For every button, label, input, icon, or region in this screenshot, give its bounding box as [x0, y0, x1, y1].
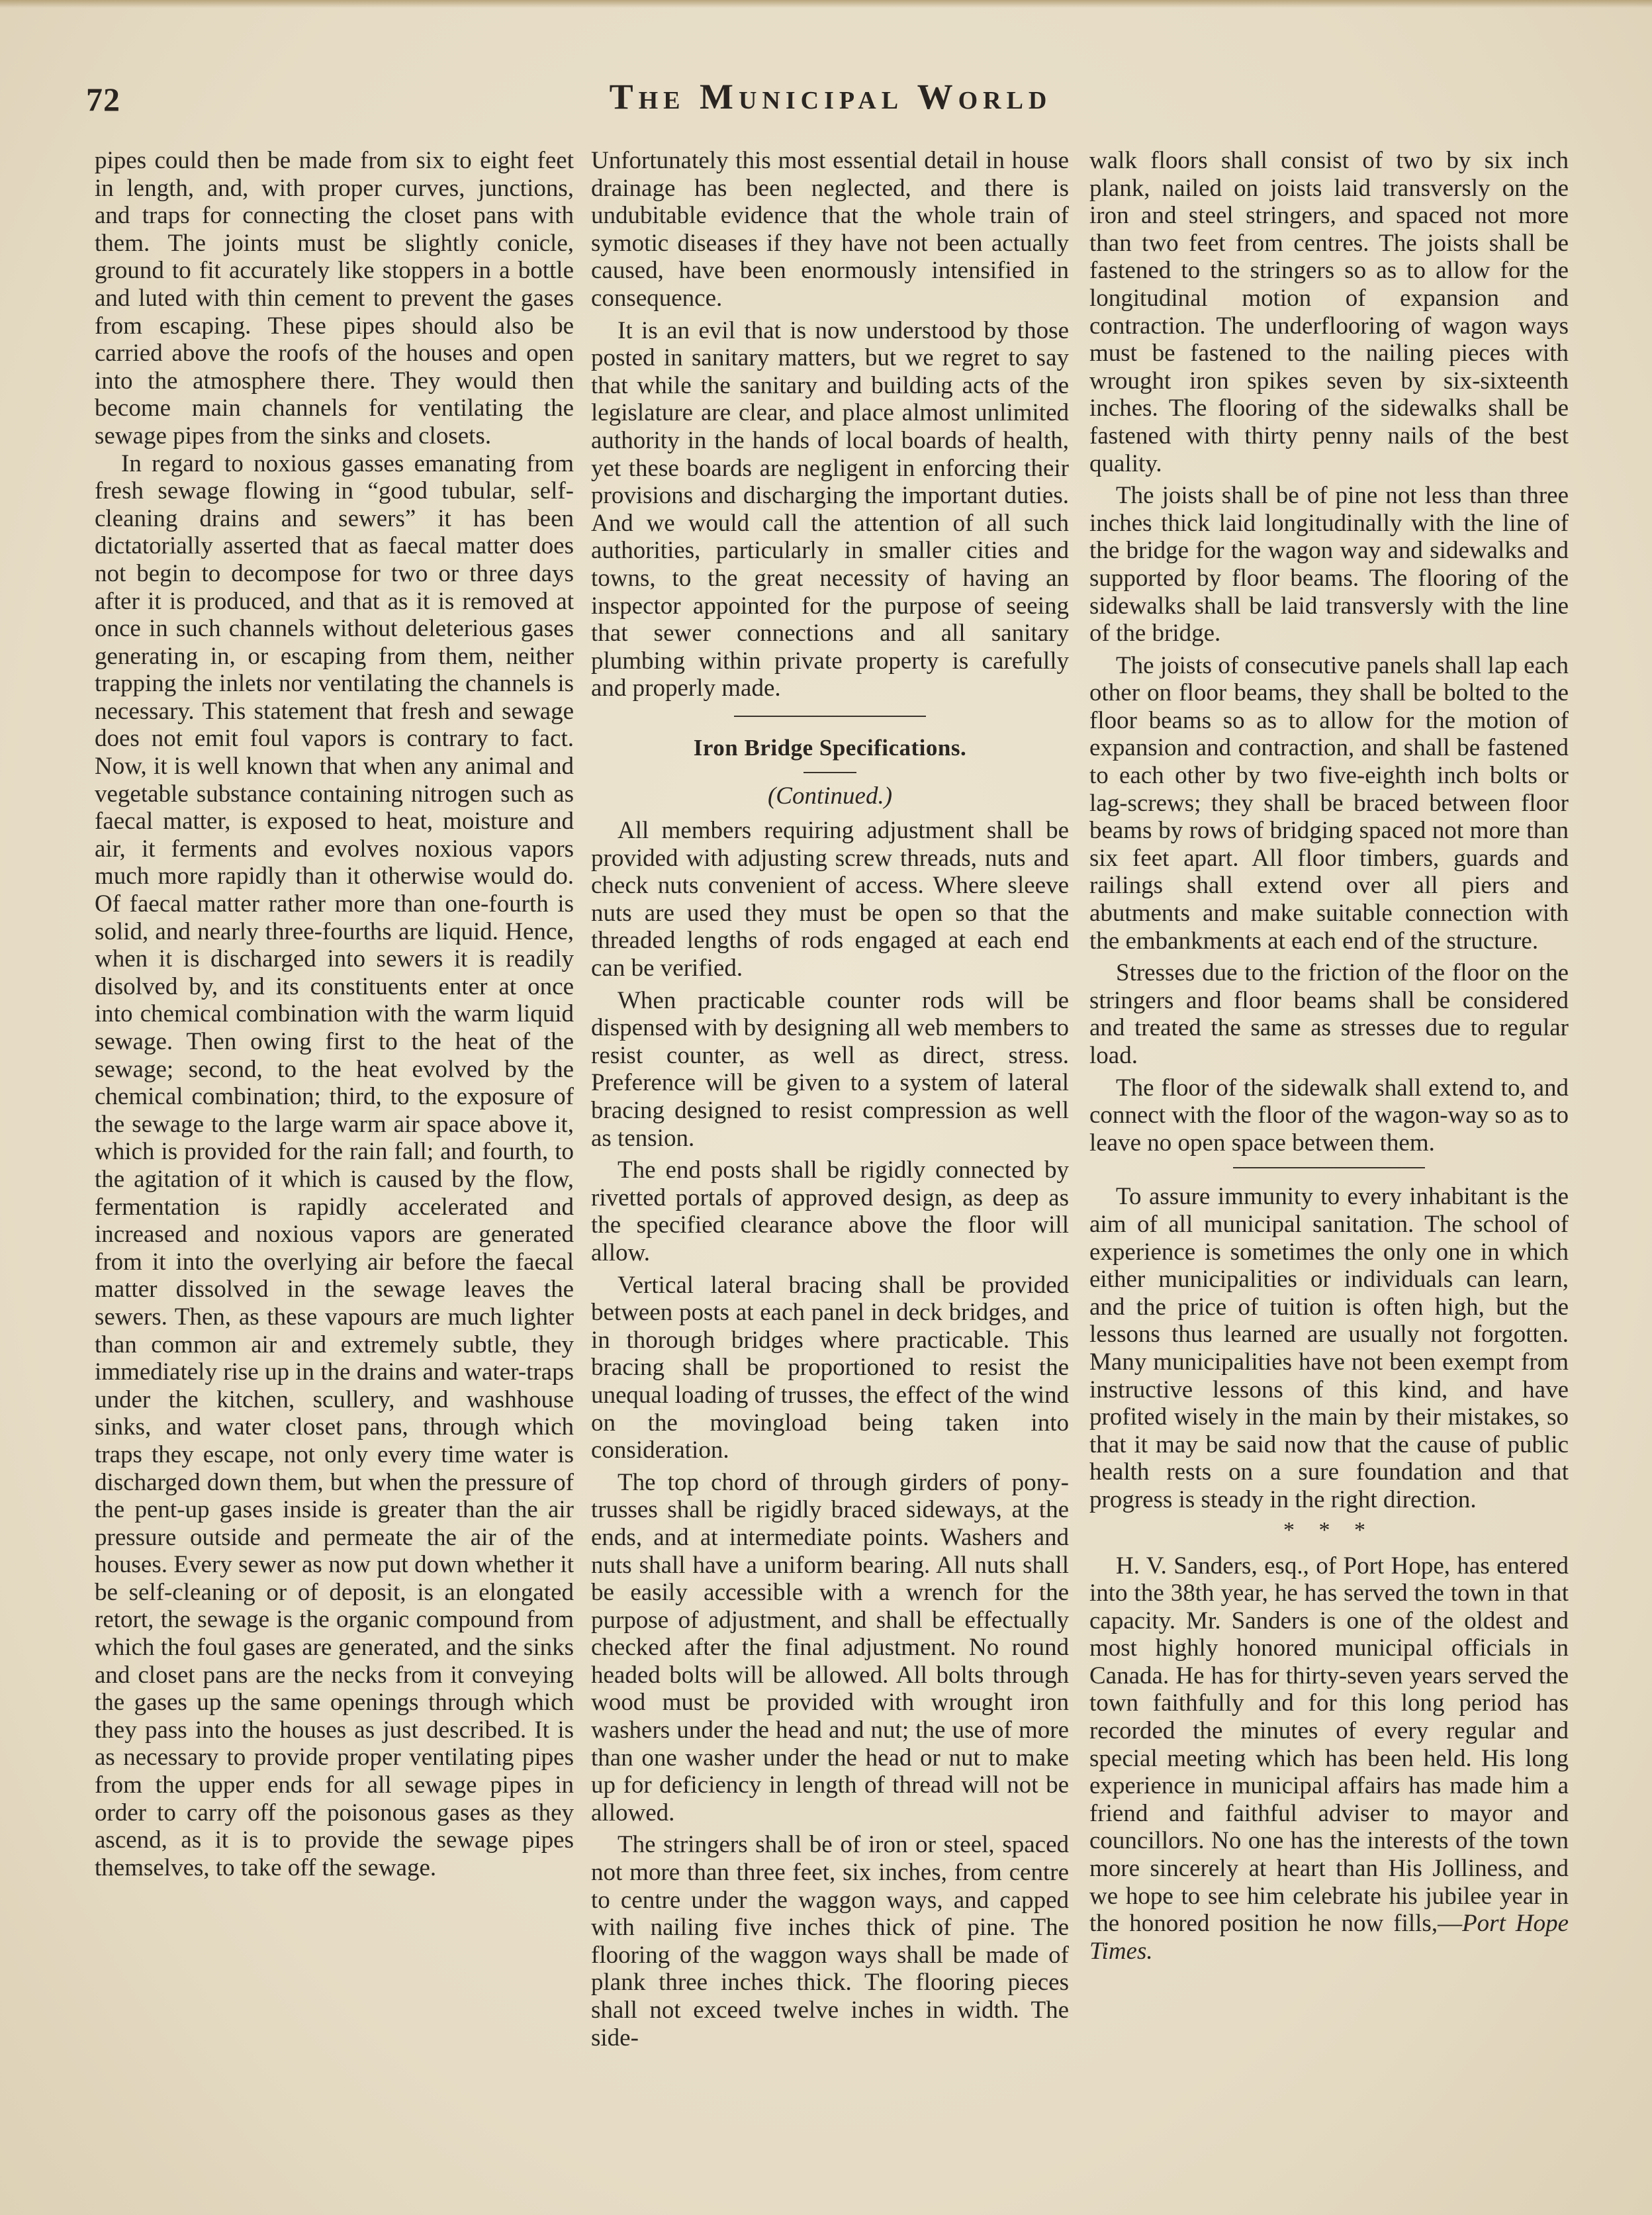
paragraph: In regard to noxious gasses emanating from fresh sewage flowing in “good tubular, self-cleaning drains and sewers” it has been dictatorially asserted that as faecal matter does not begin to decompose for two or three days after it is produced, and that as it is removed at once in such channels without deleterious gases generating in, or escaping from them, neither trapping the inlets nor ventilating the channels is necessary. This statement that fresh and sewage does not emit foul vapors is contrary to fact. Now, it is well known that when any animal and vegetable substance containing nitrogen such as faecal matter, is exposed to heat, moisture and air, it ferments and evolves noxious vapors much more rapidly than it otherwise would do. Of faecal matter rather more than one-fourth is solid, and nearly three-fourths are liquid. Hence, when it is discharged into sewers it is readily disolved by, and its constituents enter at once into chemical combination with the warm liquid sewage. Then owing first to the heat of the sewage; second, to the heat evolved by the chemical combination; third, to the exposure of the sewage to the large warm air space above it, which is provided for the rain fall; and fourth, to the agitation of it which is caused by the flow, fermentation is rapidly accelerated and increased and noxious vapors are generated from it into the overlying air before the faecal matter dissolved in the sewage leaves the sewers. Then, as these vapours are much lighter than common air and extremely subtle, they immediately rise up in the drains and water-traps under the kitchen, scullery, and washhouse sinks, and water closet pans, through which traps they escape, not only every time water is discharged down them, but when the pressure of the pent-up gases inside is greater than the air pressure outside and permeate the air of the houses. Every sewer as now put down whether it be self-cleaning or of deposit, is an elongated retort, the sewage is the organic compound from which the foul gases are generated, and the sinks and closet pans are the necks from it conveying the gases up the same openings through which they pass into the houses as just described. It is as necessary to provide proper ventilating pipes from the upper ends for all sewage pipes in order to carry off the poisonous gases as they ascend, as it is to provide the sewage pipes themselves, to take off the sewage. [95, 449, 574, 1881]
paragraph: walk floors shall consist of two by six inch plank, nailed on joists laid transversly on the iron and steel stringers, and spaced not more than two feet from centres. The joists shall be fastened to the stringers so as to allow for the longitudinal motion of expansion and contraction. The underflooring of wagon ways must be fastened to the nailing pieces with wrought iron spikes seven by six-sixteenth inches. The flooring of the sidewalks shall be fastened with thirty penny nails of the best quality. [1089, 147, 1569, 477]
section-note: (Continued.) [767, 782, 893, 810]
column-3 [1089, 147, 1569, 1965]
column-1 [95, 147, 574, 1881]
paragraph: The top chord of through girders of pony-trusses shall be rigidly braced sideways, at the ends, and at intermediate points. Washers and nuts shall have a uniform bearing. All nuts shall be easily accessible with a wrench for the purpose of adjustment, and shall be effectually checked after the final adjustment. No round headed bolts will be allowed. All bolts through wood must be provided with wrought iron washers under the head and nut; the use of more than one washer under the head or nut to make up for deficiency in length of thread will not be allowed. [591, 1468, 1069, 1826]
paragraph: The floor of the sidewalk shall extend to, and connect with the floor of the wagon-way so as to leave no open space between them. [1089, 1074, 1569, 1156]
paragraph: Vertical lateral bracing shall be provided between posts at each panel in deck bridges, and in thorough bridges where practicable. This bracing shall be proportioned to resist the unequal loading of trusses, the effect of the wind on the movingload being taken into consideration. [591, 1271, 1069, 1464]
section-divider [1233, 1167, 1425, 1168]
page-header [86, 76, 1575, 129]
paragraph: The joists shall be of pine not less than three inches thick laid longitudinally with the line of the bridge for the wagon way and sidewalks and supported by floor beams. The flooring of the sidewalks shall be laid transversly with the line of the bridge. [1089, 482, 1569, 647]
asterism: * * * [1283, 1517, 1375, 1542]
paragraph [1089, 1552, 1569, 1965]
page-edge [0, 0, 1652, 8]
paragraph: It is an evil that is now understood by those posted in sanitary matters, but we regret to say that while the sanitary and building acts of the legislature are clear, and place almost unlimited authority in the hands of local boards of health, yet these boards are negligent in enforcing their provisions and discharging the important duties. And we would call the attention of all such authorities, particularly in smaller cities and towns, to the great necessity of having an inspector appointed for the purpose of seeing that sewer connections and all sanitary plumbing within private property is carefully and properly made. [591, 316, 1069, 702]
page-number: 72 [86, 81, 120, 118]
paragraph: The stringers shall be of iron or steel, spaced not more than three feet, six inches, from centre to centre under the waggon ways, and capped with nailing five inches thick of pine. The flooring of the waggon ways shall be made of plank three inches thick. The flooring pieces shall not exceed twelve inches in width. The side- [591, 1831, 1069, 2051]
paragraph: When practicable counter rods will be dispensed with by designing all web members to resist counter, as well as direct, stress. Preference will be given to a system of lateral bracing designed to resist compression as well as tension. [591, 986, 1069, 1152]
paragraph: The joists of consecutive panels shall lap each other on floor beams, they shall be bolted to the floor beams so as to allow for the motion of expansion and contraction, and shall be fastened to each other by two five-eighth inch bolts or lag-screws; they shall be braced between floor beams by rows of bridging spaced not more than six feet apart. All floor timbers, guards and railings shall extend over all piers and abutments and make suitable connection with the embankments at each end of the structure. [1089, 651, 1569, 955]
paragraph: Stresses due to the friction of the floor on the stringers and floor beams shall be considered and treated the same as stresses due to regular load. [1089, 959, 1569, 1069]
paragraph: All members requiring adjustment shall be provided with adjusting screw threads, nuts and check nuts convenient of access. Where sleeve nuts are used they must be open so that the threaded lengths of rods engaged at each end can be verified. [591, 817, 1069, 982]
column-2 [591, 147, 1069, 2051]
paragraph: Unfortunately this most essential detail in house drainage has been neglected, and there is undubitable evidence that the whole train of symotic diseases if they have not been actually caused, have been enormously intensified in consequence. [591, 147, 1069, 312]
paragraph: pipes could then be made from six to eight feet in length, and, with proper curves, junctions, and traps for connecting the closet pans with them. The joints must be slightly conicle, ground to fit accurately like stoppers in a bottle and luted with thin cement to prevent the gases from escaping. These pipes should also be carried above the roofs of the houses and open into the atmosphere there. They would then become main channels for ventilating the sewage pipes from the sinks and closets. [95, 147, 574, 449]
journal-title: The Municipal World [609, 77, 1052, 117]
paragraph-text: H. V. Sanders, esq., of Port Hope, has entered into the 38th year, he has served the town in that capacity. Mr. Sanders is one of the oldest and most highly honored municipal officials in Canada. He has for thirty-seven years served the town faithfully and for this long period has recorded the minutes of every regular and special meeting which has been held. His long experience in municipal affairs has made him a friend and faithful adviser to mayor and councillors. No one has the interests of the town more sincerely at heart than His Jolliness, and we hope to see him celebrate his jubilee year in the honored position he now fills,— [1089, 1552, 1569, 1938]
paragraph: To assure immunity to every inhabitant is the aim of all municipal sanitation. The school of experience is sometimes the only one in which either municipalities or individuals can learn, and the price of tuition is often high, but the lessons thus learned are usually not forgotten. Many municipalities have not been exempt from instructive lessons of this kind, and have profited wisely in the main by their mistakes, so that it may be said now that the cause of public health rests on a sure foundation and that progress is steady in the right direction. [1089, 1183, 1569, 1513]
title-divider [803, 772, 856, 773]
source-credit: Port Hope Times. [1089, 1910, 1569, 1965]
section-title: Iron Bridge Specifications. [693, 734, 967, 761]
paragraph: The end posts shall be rigidly connected by rivetted portals of approved design, as deep as the specified clearance above the floor will allow. [591, 1156, 1069, 1266]
section-divider [734, 716, 926, 717]
